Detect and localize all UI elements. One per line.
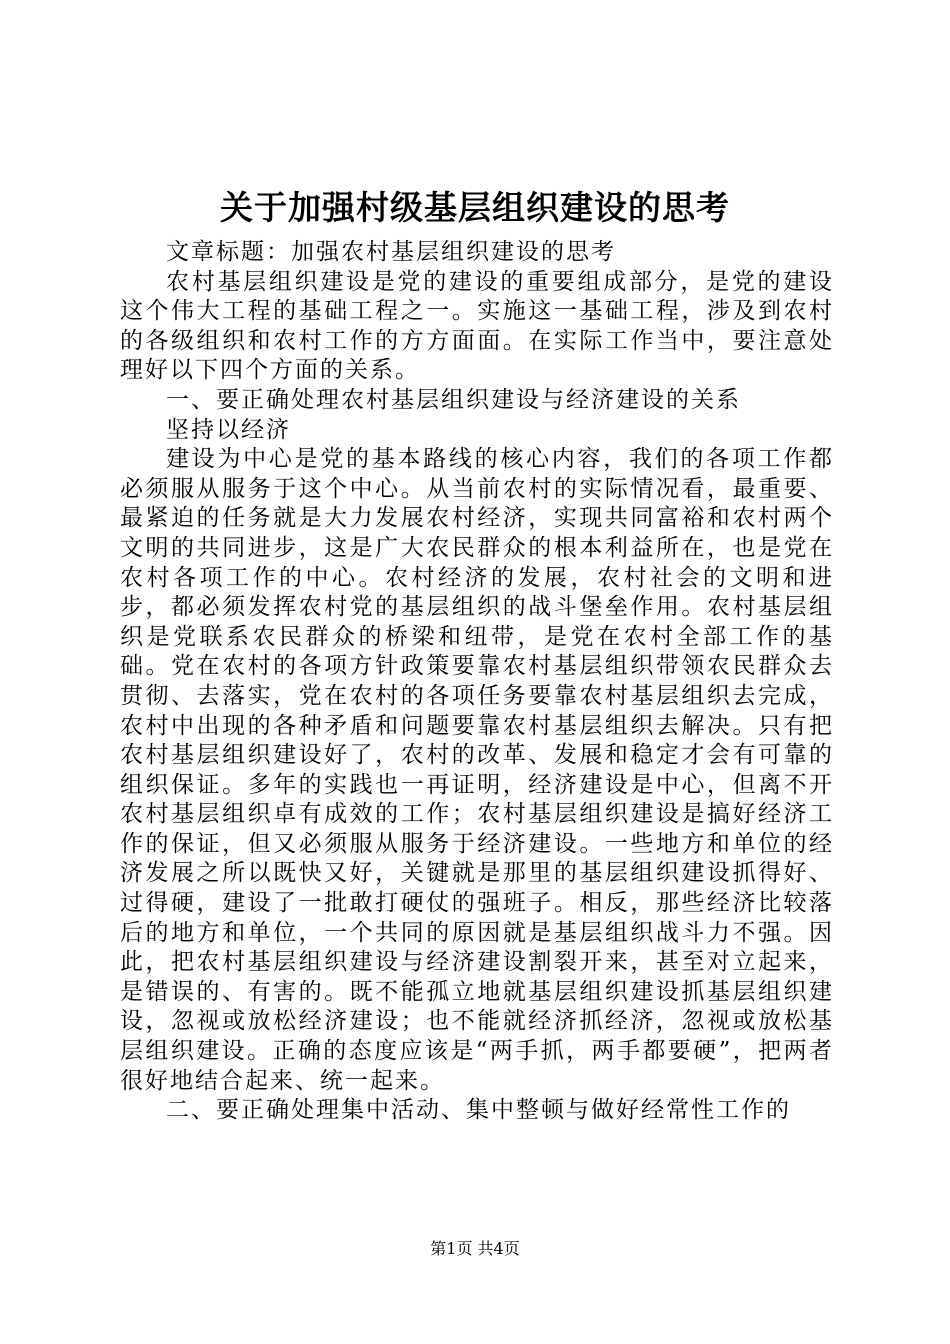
section-heading-2: 二、要正确处理集中活动、集中整顿与做好经常性工作的: [166, 1097, 791, 1124]
document-title: 关于加强村级基层组织建设的思考: [220, 188, 730, 227]
section-1-paragraph: 建设为中心是党的基本路线的核心内容，我们的各项工作都必须服从服务于这个中心。从当前农村的实际情况看，最重要、最紧迫的任务就是大力发展农村经济，实现共同富裕和农村两个文明的共同进步，这是广大农民群众的根本利益所在，也是党在农村各项工作的中心。农村经济的发展，农村社会的文明和进步，都必须发挥农村党的基层组织的战斗堡垒作用。农村基层组织是党联系农民群众的桥梁和纽带，是党在农村全部工作的基础。党在农村的各项方针政策要靠农村基层组织带领农民群众去贯彻、去落实，党在农村的各项任务要靠农村基层组织去完成，农村中出现的各种矛盾和问题要靠农村基层组织去解决。只有把农村基层组织建设好了，农村的改革、发展和稳定才会有可靠的组织保证。多年的实践也一再证明，经济建设是中心，但离不开农村基层组织卓有成效的工作；农村基层组织建设是搞好经济工作的保证，但又必须服从服务于经济建设。一些地方和单位的经济发展之所以既快又好，关键就是那里的基层组织建设抓得好、过得硬，建设了一批敢打硬仗的强班子。相反，那些经济比较落后的地方和单位，一个共同的原因就是基层组织战斗力不强。因此，把农村基层组织建设与经济建设割裂开来，甚至对立起来，是错误的、有害的。既不能孤立地就基层组织建设抓基层组织建设，忽视或放松经济建设；也不能就经济抓经济，忽视或放松基层组织建设。正确的态度应该是“两手抓，两手都要硬”，把两者很好地结合起来、统一起来。: [120, 446, 834, 1094]
section-heading-1: 一、要正确处理农村基层组织建设与经济建设的关系: [166, 386, 741, 413]
document-body: [120, 238, 834, 1126]
intro-paragraph: 农村基层组织建设是党的建设的重要组成部分，是党的建设这个伟大工程的基础工程之一。实施这一基础工程，涉及到农村的各级组织和农村工作的方方面面。在实际工作当中，要注意处理好以下四个方面的关系。: [120, 268, 834, 384]
section-1-lead: 坚持以经济: [166, 416, 291, 443]
page-footer: 第1页 共4页: [430, 1239, 520, 1258]
article-heading-line: 文章标题：加强农村基层组织建设的思考: [166, 239, 616, 265]
